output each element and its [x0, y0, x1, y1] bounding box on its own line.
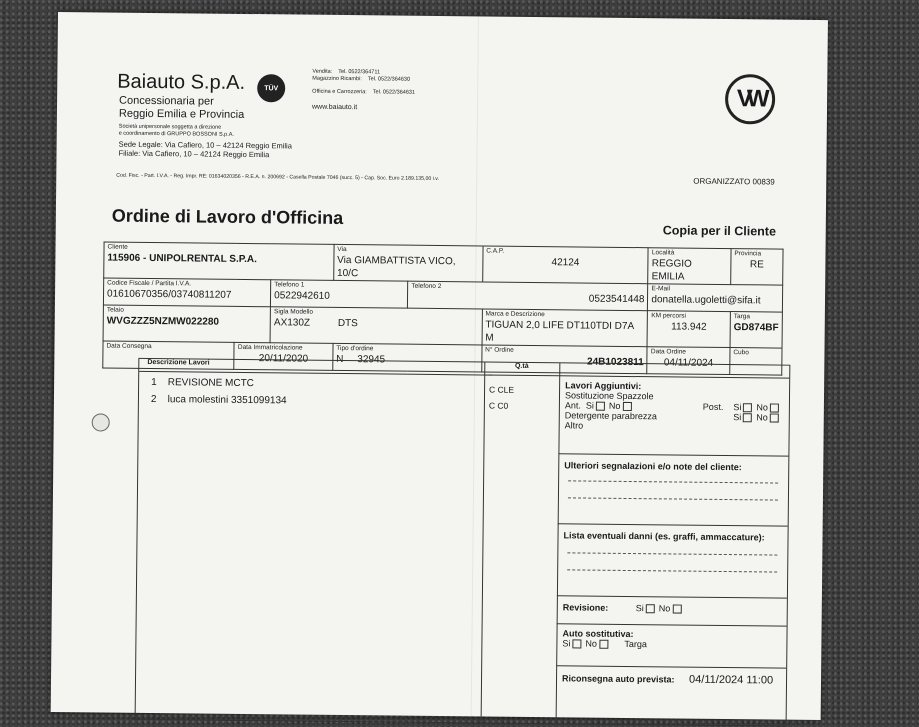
revisione-si-checkbox[interactable] [646, 604, 655, 613]
riconsegna-value: 04/11/2024 11:00 [689, 673, 774, 687]
copy-label: Copia per il Cliente [662, 223, 777, 239]
danni-box: Lista eventuali danni (es. graffi, ammaccature): [557, 523, 788, 597]
company-contacts: Vendita: Tel. 0522/364711 Magazzino Ricambi: Tel. 0522/364630 Officina e Carrozzeria: Tel. 0522/364631 www.baiauto.it [311, 68, 416, 112]
telefono2-cell: Telefono 2 0523541448 [408, 281, 648, 311]
marca-cell: Marca e Descrizione TIGUAN 2,0 LIFE DT110TDI D7A M [482, 309, 648, 347]
post-no-checkbox[interactable] [770, 404, 779, 413]
data-ordine-cell: Data Ordine 04/11/2024 [647, 347, 730, 375]
document-title: Ordine di Lavoro d'Officina [111, 205, 344, 228]
work-section [135, 358, 791, 727]
organizzato-code: ORGANIZZATO 00839 [693, 176, 775, 187]
localita-cell: Località REGGIO EMILIA [648, 248, 731, 285]
work-item-1: 1 REVISIONE MCTC [151, 376, 254, 390]
cap-cell: C.A.P. 42124 [482, 246, 648, 284]
work-item-2: 2 luca molestini 3351099134 [150, 393, 287, 407]
tuv-logo-icon: TÜV [257, 74, 285, 102]
riconsegna-box: Riconsegna auto prevista: 04/11/2024 11:00 [556, 665, 786, 697]
work-item-1-qty: C CLE [489, 384, 515, 395]
revisione-box: Revisione: Si No [557, 595, 787, 625]
revisione-no-checkbox[interactable] [672, 605, 681, 614]
provincia-cell: Provincia RE [731, 249, 783, 286]
desc-header: Descrizione Lavori [139, 359, 492, 376]
via-cell: Via Via GIAMBATTISTA VICO, 10/C [334, 244, 483, 282]
ant-si-checkbox[interactable] [596, 402, 605, 411]
company-subtitle: Concessionaria per Reggio Emilia e Provincia [118, 94, 245, 121]
work-order-sheet [51, 12, 828, 720]
company-small-print: Società unipersonale soggetta a direzione e coordinamento di GRUPPO BOSSONI S.p.A. [118, 123, 235, 138]
data-immatricolazione-cell: Data Immatricolazione 20/11/2020 [234, 342, 333, 370]
company-name: Baiauto S.p.A. [117, 70, 246, 94]
qty-header: Q.tà [484, 362, 559, 376]
auto-sostitutiva-box: Auto sostitutiva: Si No Targa [556, 623, 786, 667]
post-si-checkbox[interactable] [743, 403, 752, 412]
customer-vehicle-table [102, 241, 783, 375]
work-item-2-qty: C C0 [488, 400, 509, 411]
segnalazioni-box: Ulteriori segnalazioni e/o note del cliente: [558, 453, 789, 525]
detergente-si-checkbox[interactable] [743, 413, 752, 422]
codice-fiscale-cell: Codice Fiscale / Partita I.V.A. 01610670356/03740811207 [103, 278, 270, 307]
cubo-cell: Cubo [730, 348, 782, 376]
auto-sost-no-checkbox[interactable] [599, 640, 608, 649]
ant-no-checkbox[interactable] [622, 402, 631, 411]
sigla-cell: Sigla Modello AX130Z DTS [270, 307, 482, 345]
data-consegna-cell: Data Consegna [103, 341, 235, 369]
lavori-aggiuntivi-box: Lavori Aggiuntivi: Sostituzione Spazzole Ant. Si No Post. Si No Detergente parabrezza Si No Altro [558, 375, 789, 455]
cliente-cell: Cliente 115906 - UNIPOLRENTAL S.P.A. [104, 242, 334, 280]
fiscal-line: Cod. Fisc. - Part. I.V.A. - Reg. Impr. RE: 01634020356 - R.E.A. n. 200692 - Casella Postale 7046 (succ. 5) - Cap. Soc. Euro 2.189.135,00 i.v. [116, 172, 439, 182]
email-cell: E-Mail donatella.ugoletti@sifa.it [648, 284, 783, 312]
detergente-no-checkbox[interactable] [770, 414, 779, 423]
binder-hole-icon [92, 413, 110, 431]
targa-cell: Targa GD874BF [730, 312, 782, 349]
tipo-ordine-cell: Tipo d'ordine N 32945 [333, 343, 482, 372]
company-address: Sede Legale: Via Cafiero, 10 – 42124 Reggio Emilia Filiale: Via Cafiero, 10 – 42124 Reggio Emilia [118, 139, 292, 160]
auto-sost-si-checkbox[interactable] [572, 640, 581, 649]
km-cell: KM percorsi 113.942 [647, 311, 730, 348]
telefono1-cell: Telefono 1 0522942610 [271, 280, 408, 308]
telaio-cell: Telaio WVGZZZ5NZMW022280 [103, 305, 271, 343]
n-ordine-cell: N° Ordine 24B1023811 [481, 345, 647, 374]
vw-logo-icon: VW [725, 74, 776, 125]
